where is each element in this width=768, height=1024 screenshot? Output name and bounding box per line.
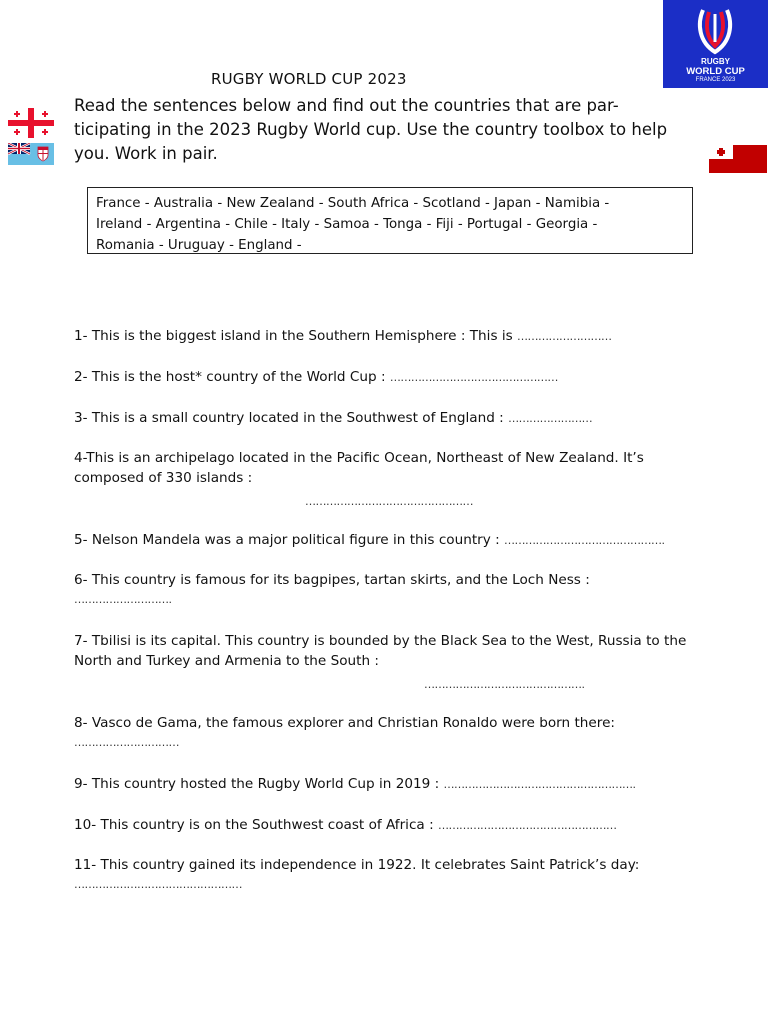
question-3 [74, 408, 714, 429]
question-text: 7- Tbilisi is its capital. This country is bounded by the Black Sea to the West, Russia to the North and Turkey and Armenia to the South : [74, 633, 687, 669]
question-text: 1- This is the biggest island in the Southern Hemisphere : This is [74, 328, 518, 344]
logo-line-world-cup: WORLD CUP [686, 66, 745, 77]
country-toolbox [87, 187, 693, 254]
answer-blank[interactable]: ………………………………………. [424, 678, 585, 691]
question-text: 8- Vasco de Gama, the famous explorer and Christian Ronaldo were born there: [74, 715, 616, 731]
question-7 [74, 631, 694, 671]
rugby-world-cup-logo [663, 0, 768, 88]
instructions: Read the sentences below and find out the countries that are par-ticipating in the 2023 Rugby World cup. Use the country toolbox to help you. Work in pair. [74, 96, 668, 163]
question-4 [74, 448, 674, 488]
answer-blank[interactable]: …………………………………………… [437, 819, 617, 832]
answer-blank[interactable]: ……………………… [517, 330, 612, 343]
toolbox-line: Ireland - Argentina - Chile - Italy - Samoa - Tonga - Fiji - Portugal - Georgia - [96, 217, 598, 232]
logo-line-rugby: RUGBY [701, 57, 730, 66]
answer-blank[interactable]: ………………………………………… [74, 878, 242, 891]
georgia-flag-icon [8, 108, 54, 138]
answer-blank[interactable]: ………………………. [74, 593, 172, 606]
answer-blank[interactable]: …………………… [508, 412, 593, 425]
worksheet-title: RUGBY WORLD CUP 2023 [211, 70, 407, 88]
question-text: 3- This is a small country located in the Southwest of England : [74, 410, 509, 426]
question-text: 9- This country hosted the Rugby World Cup in 2019 : [74, 776, 444, 792]
answer-blank[interactable]: ………………………………………. [504, 534, 665, 547]
question-text: 10- This country is on the Southwest coast of Africa : [74, 817, 438, 833]
question-text: 4-This is an archipelago located in the Pacific Ocean, Northeast of New Zealand. It’s composed of 330 islands : [74, 450, 644, 486]
question-10 [74, 815, 714, 836]
question-text: 2- This is the host* country of the World Cup : [74, 369, 390, 385]
answer-blank[interactable]: ………………………………………… [389, 371, 558, 384]
question-text: 11- This country gained its independence in 1922. It celebrates Saint Patrick’s day: [74, 857, 640, 873]
tonga-flag-icon [709, 145, 767, 173]
question-text: 5- Nelson Mandela was a major political figure in this country : [74, 532, 505, 548]
question-11 [74, 855, 714, 895]
fiji-flag-icon [8, 143, 54, 165]
answer-blank[interactable]: ………………………… [74, 736, 179, 749]
answer-blank[interactable]: ………………………………………………. [443, 778, 636, 791]
question-9 [74, 774, 714, 795]
question-8 [74, 713, 714, 753]
toolbox-line: Romania - Uruguay - England - [96, 238, 302, 253]
question-6 [74, 570, 714, 610]
webb-ellis-trophy-icon [695, 6, 735, 56]
toolbox-line: France - Australia - New Zealand - South Africa - Scotland - Japan - Namibia - [96, 196, 610, 211]
question-5 [74, 530, 714, 551]
answer-blank[interactable]: ………………………………………… [305, 495, 473, 508]
logo-line-france-2023: FRANCE 2023 [695, 77, 736, 83]
question-1 [74, 326, 714, 347]
question-2 [74, 367, 714, 388]
question-text: 6- This country is famous for its bagpipes, tartan skirts, and the Loch Ness : [74, 572, 590, 588]
